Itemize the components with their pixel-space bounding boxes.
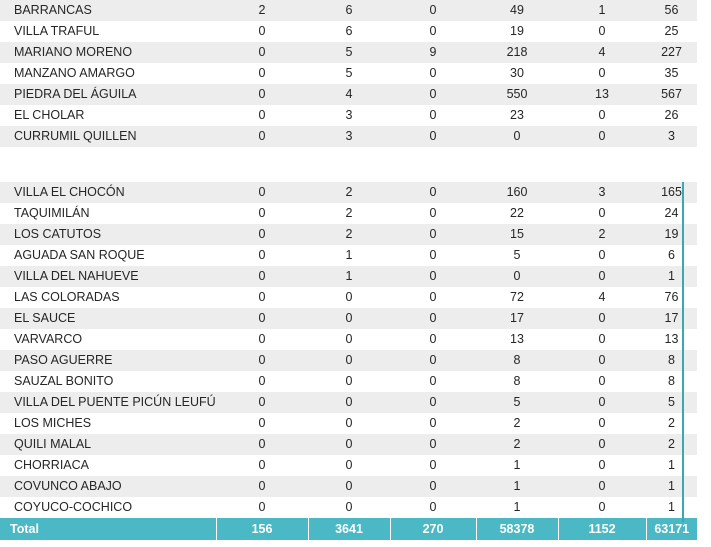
value-cell: 0: [216, 329, 308, 350]
value-cell: 26: [646, 105, 697, 126]
value-cell: 6: [646, 245, 697, 266]
value-cell: 8: [476, 371, 558, 392]
value-cell: 17: [646, 308, 697, 329]
value-cell: 0: [558, 350, 646, 371]
value-cell: 0: [216, 245, 308, 266]
value-cell: 76: [646, 287, 697, 308]
value-cell: 24: [646, 203, 697, 224]
value-cell: 23: [476, 105, 558, 126]
value-cell: 0: [390, 0, 476, 21]
value-cell: 0: [390, 126, 476, 147]
value-cell: 0: [390, 497, 476, 518]
total-cell: 156: [216, 518, 308, 540]
value-cell: 17: [476, 308, 558, 329]
value-cell: 3: [308, 105, 390, 126]
value-cell: 49: [476, 0, 558, 21]
value-cell: 0: [308, 392, 390, 413]
locality-name-cell: PASO AGUERRE: [0, 350, 216, 371]
locality-name-cell: SAUZAL BONITO: [0, 371, 216, 392]
value-cell: 0: [390, 308, 476, 329]
value-cell: 0: [216, 224, 308, 245]
value-cell: 0: [558, 476, 646, 497]
value-cell: 1: [646, 455, 697, 476]
table-row: [0, 329, 697, 350]
value-cell: 0: [558, 371, 646, 392]
value-cell: 30: [476, 63, 558, 84]
total-cell: 58378: [476, 518, 558, 540]
table-row: [0, 84, 697, 105]
value-cell: 0: [558, 329, 646, 350]
value-cell: 0: [390, 329, 476, 350]
value-cell: 0: [308, 329, 390, 350]
value-cell: 2: [308, 224, 390, 245]
locality-name-cell: VILLA DEL NAHUEVE: [0, 266, 216, 287]
value-cell: 0: [390, 105, 476, 126]
value-cell: 0: [216, 308, 308, 329]
value-cell: 0: [390, 434, 476, 455]
value-cell: 0: [558, 63, 646, 84]
table-row: [0, 126, 697, 147]
table-row: [0, 203, 697, 224]
data-table-bottom: [0, 182, 697, 540]
table-row: [0, 371, 697, 392]
table-row: [0, 224, 697, 245]
value-cell: 4: [308, 84, 390, 105]
locality-name-cell: VARVARCO: [0, 329, 216, 350]
value-cell: 5: [308, 63, 390, 84]
value-cell: 0: [390, 21, 476, 42]
value-cell: 8: [476, 350, 558, 371]
value-cell: 0: [390, 371, 476, 392]
value-cell: 0: [308, 287, 390, 308]
value-cell: 0: [216, 413, 308, 434]
value-cell: 2: [476, 434, 558, 455]
value-cell: 1: [308, 266, 390, 287]
value-cell: 8: [646, 350, 697, 371]
locality-name-cell: COVUNCO ABAJO: [0, 476, 216, 497]
table-row: [0, 42, 697, 63]
value-cell: 0: [216, 203, 308, 224]
value-cell: 0: [390, 63, 476, 84]
value-cell: 0: [308, 371, 390, 392]
value-cell: 13: [646, 329, 697, 350]
value-cell: 0: [308, 413, 390, 434]
value-cell: 3: [308, 126, 390, 147]
locality-name-cell: LOS MICHES: [0, 413, 216, 434]
value-cell: 8: [646, 371, 697, 392]
value-cell: 0: [216, 455, 308, 476]
value-cell: 0: [216, 105, 308, 126]
table-row: [0, 308, 697, 329]
value-cell: 0: [216, 476, 308, 497]
value-cell: 0: [308, 434, 390, 455]
value-cell: 0: [390, 224, 476, 245]
value-cell: 567: [646, 84, 697, 105]
value-cell: 0: [308, 497, 390, 518]
table-row: [0, 245, 697, 266]
locality-name-cell: MANZANO AMARGO: [0, 63, 216, 84]
table-row: [0, 476, 697, 497]
locality-name-cell: CURRUMIL QUILLEN: [0, 126, 216, 147]
table-row: [0, 182, 697, 203]
value-cell: 25: [646, 21, 697, 42]
data-table-top: [0, 0, 697, 147]
value-cell: 0: [558, 413, 646, 434]
value-cell: 0: [216, 42, 308, 63]
value-cell: 0: [216, 434, 308, 455]
value-cell: 9: [390, 42, 476, 63]
table-row: [0, 455, 697, 476]
value-cell: 0: [216, 21, 308, 42]
value-cell: 1: [308, 245, 390, 266]
total-cell: 63171: [646, 518, 697, 540]
value-cell: 0: [390, 455, 476, 476]
table-row: [0, 434, 697, 455]
value-cell: 2: [308, 182, 390, 203]
value-cell: 0: [390, 203, 476, 224]
value-cell: 5: [646, 392, 697, 413]
value-cell: 0: [216, 126, 308, 147]
value-cell: 19: [646, 224, 697, 245]
table-right-border: [682, 182, 684, 522]
value-cell: 4: [558, 287, 646, 308]
value-cell: 0: [216, 84, 308, 105]
value-cell: 1: [558, 0, 646, 21]
locality-name-cell: PIEDRA DEL ÁGUILA: [0, 84, 216, 105]
value-cell: 4: [558, 42, 646, 63]
value-cell: 0: [216, 266, 308, 287]
value-cell: 0: [558, 455, 646, 476]
locality-name-cell: VILLA EL CHOCÓN: [0, 182, 216, 203]
value-cell: 0: [558, 266, 646, 287]
value-cell: 0: [558, 392, 646, 413]
value-cell: 0: [216, 350, 308, 371]
value-cell: 0: [308, 455, 390, 476]
table-row: [0, 63, 697, 84]
value-cell: 0: [558, 105, 646, 126]
value-cell: 0: [558, 308, 646, 329]
locality-name-cell: VILLA DEL PUENTE PICÚN LEUFÚ: [0, 392, 216, 413]
value-cell: 1: [476, 476, 558, 497]
value-cell: 218: [476, 42, 558, 63]
value-cell: 2: [646, 413, 697, 434]
value-cell: 72: [476, 287, 558, 308]
table-row: [0, 0, 697, 21]
value-cell: 0: [216, 287, 308, 308]
value-cell: 22: [476, 203, 558, 224]
locality-name-cell: CHORRIACA: [0, 455, 216, 476]
value-cell: 1: [476, 455, 558, 476]
value-cell: 2: [308, 203, 390, 224]
locality-name-cell: LOS CATUTOS: [0, 224, 216, 245]
value-cell: 0: [390, 84, 476, 105]
value-cell: 0: [558, 245, 646, 266]
locality-name-cell: QUILI MALAL: [0, 434, 216, 455]
value-cell: 0: [216, 182, 308, 203]
value-cell: 2: [216, 0, 308, 21]
table-row: [0, 21, 697, 42]
locality-name-cell: MARIANO MORENO: [0, 42, 216, 63]
value-cell: 35: [646, 63, 697, 84]
value-cell: 0: [558, 21, 646, 42]
value-cell: 0: [476, 126, 558, 147]
value-cell: 2: [558, 224, 646, 245]
value-cell: 3: [646, 126, 697, 147]
table-row: [0, 392, 697, 413]
table-row: [0, 266, 697, 287]
value-cell: 5: [476, 392, 558, 413]
value-cell: 3: [558, 182, 646, 203]
value-cell: 6: [308, 21, 390, 42]
value-cell: 0: [390, 245, 476, 266]
value-cell: 550: [476, 84, 558, 105]
value-cell: 0: [390, 476, 476, 497]
value-cell: 0: [216, 371, 308, 392]
value-cell: 227: [646, 42, 697, 63]
value-cell: 0: [308, 350, 390, 371]
value-cell: 15: [476, 224, 558, 245]
value-cell: 165: [646, 182, 697, 203]
value-cell: 0: [216, 392, 308, 413]
table-row: [0, 287, 697, 308]
total-cell: 1152: [558, 518, 646, 540]
value-cell: 13: [476, 329, 558, 350]
value-cell: 0: [558, 434, 646, 455]
value-cell: 0: [390, 392, 476, 413]
value-cell: 13: [558, 84, 646, 105]
value-cell: 0: [558, 126, 646, 147]
total-label: Total: [0, 518, 216, 540]
value-cell: 0: [308, 308, 390, 329]
value-cell: 19: [476, 21, 558, 42]
value-cell: 0: [216, 497, 308, 518]
locality-name-cell: EL CHOLAR: [0, 105, 216, 126]
table-row: [0, 105, 697, 126]
locality-name-cell: COYUCO-COCHICO: [0, 497, 216, 518]
total-row: [0, 518, 697, 540]
total-cell: 270: [390, 518, 476, 540]
value-cell: 2: [476, 413, 558, 434]
locality-name-cell: VILLA TRAFUL: [0, 21, 216, 42]
locality-name-cell: BARRANCAS: [0, 0, 216, 21]
table-row: [0, 350, 697, 371]
value-cell: 0: [390, 266, 476, 287]
value-cell: 0: [390, 182, 476, 203]
value-cell: 0: [216, 63, 308, 84]
value-cell: 56: [646, 0, 697, 21]
value-cell: 0: [390, 287, 476, 308]
value-cell: 1: [646, 476, 697, 497]
value-cell: 2: [646, 434, 697, 455]
locality-name-cell: LAS COLORADAS: [0, 287, 216, 308]
value-cell: 5: [308, 42, 390, 63]
locality-name-cell: EL SAUCE: [0, 308, 216, 329]
locality-name-cell: AGUADA SAN ROQUE: [0, 245, 216, 266]
value-cell: 0: [390, 350, 476, 371]
table-row: [0, 497, 697, 518]
table-row: [0, 413, 697, 434]
value-cell: 6: [308, 0, 390, 21]
value-cell: 0: [558, 497, 646, 518]
locality-name-cell: TAQUIMILÁN: [0, 203, 216, 224]
value-cell: 1: [476, 497, 558, 518]
value-cell: 0: [390, 413, 476, 434]
total-cell: 3641: [308, 518, 390, 540]
value-cell: 0: [308, 476, 390, 497]
value-cell: 160: [476, 182, 558, 203]
value-cell: 1: [646, 497, 697, 518]
value-cell: 1: [646, 266, 697, 287]
value-cell: 0: [476, 266, 558, 287]
value-cell: 5: [476, 245, 558, 266]
value-cell: 0: [558, 203, 646, 224]
